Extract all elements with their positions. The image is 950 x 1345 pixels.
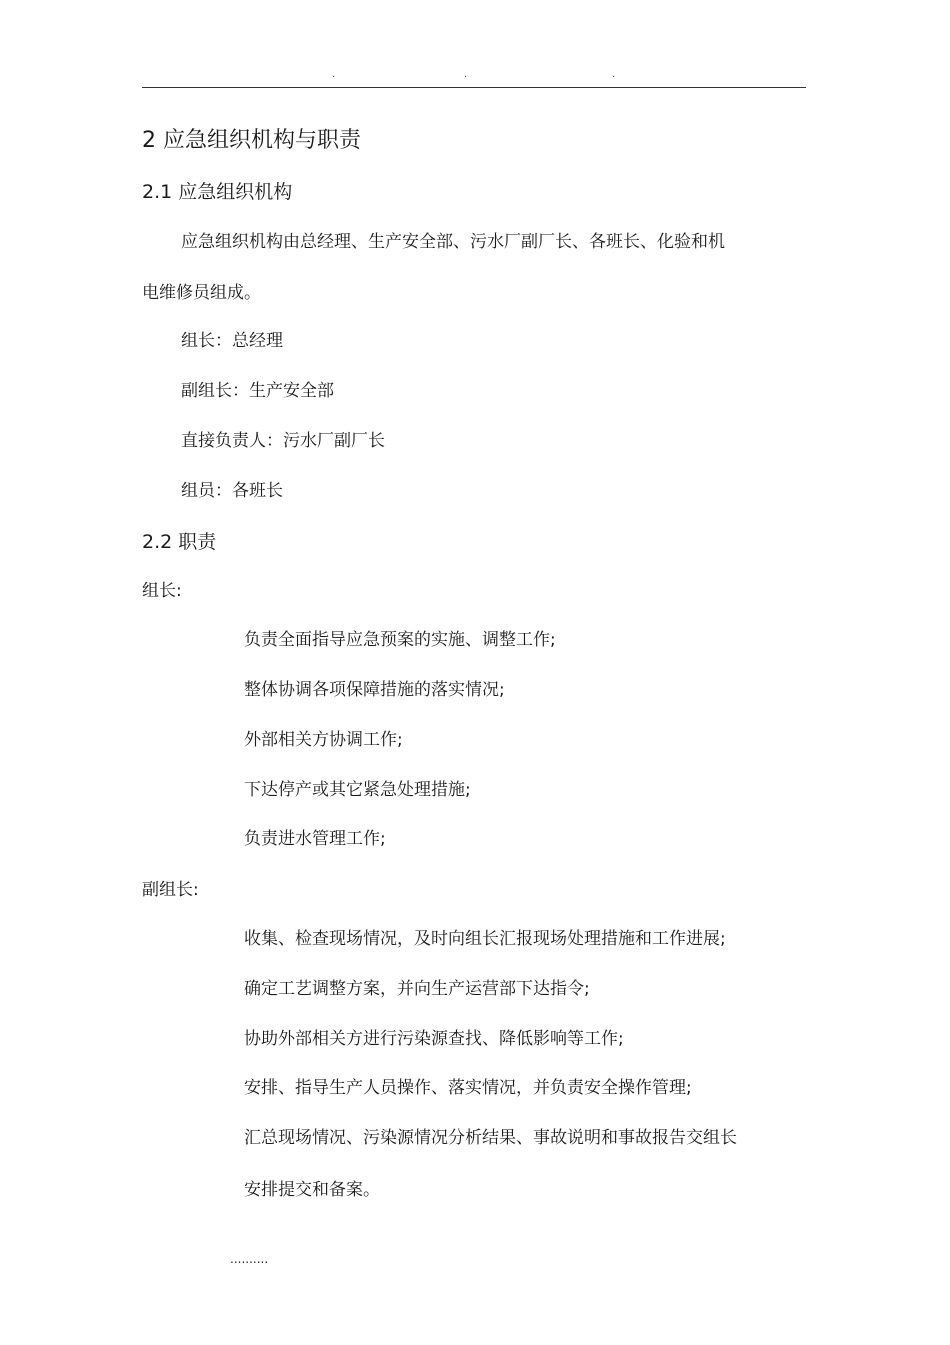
header-dot: . (332, 69, 336, 80)
subsection-title-org: 2.1 应急组织机构 (142, 181, 293, 203)
header-dot: . (464, 69, 468, 80)
duty-item: 收集、检查现场情况，及时向组长汇报现场处理措施和工作进展; (244, 929, 726, 949)
paragraph-line: 电维修员组成。 (142, 283, 261, 303)
deputy-label: 副组长: (142, 880, 199, 900)
role-line: 直接负责人：污水厂副厂长 (181, 431, 385, 451)
role-line: 组长：总经理 (181, 331, 283, 351)
duty-item: 整体协调各项保障措施的落实情况; (244, 680, 505, 700)
duty-item: 外部相关方协调工作; (244, 730, 403, 750)
header-dot: . (612, 69, 616, 80)
header-dots (142, 70, 806, 84)
duty-item: 协助外部相关方进行污染源查找、降低影响等工作; (244, 1029, 624, 1049)
role-line: 副组长：生产安全部 (181, 381, 334, 401)
leader-label: 组长: (142, 581, 182, 601)
duty-item: 安排、指导生产人员操作、落实情况，并负责安全操作管理; (244, 1078, 692, 1098)
paragraph-line: 应急组织机构由总经理、生产安全部、污水厂副厂长、各班长、化验和机 (181, 232, 725, 252)
duty-item: 安排提交和备案。 (244, 1180, 380, 1200)
subsection-title-duties: 2.2 职责 (142, 531, 217, 553)
footer-dots: .......... (230, 1252, 269, 1266)
section-title: 2 应急组织机构与职责 (142, 128, 361, 153)
duty-item: 汇总现场情况、污染源情况分析结果、事故说明和事故报告交组长 (244, 1128, 737, 1148)
duty-item: 负责进水管理工作; (244, 829, 386, 849)
duty-item: 负责全面指导应急预案的实施、调整工作; (244, 630, 556, 650)
duty-item: 确定工艺调整方案，并向生产运营部下达指令; (244, 979, 590, 999)
header-rule (142, 87, 806, 88)
duty-item: 下达停产或其它紧急处理措施; (244, 780, 471, 800)
role-line: 组员：各班长 (181, 481, 283, 501)
